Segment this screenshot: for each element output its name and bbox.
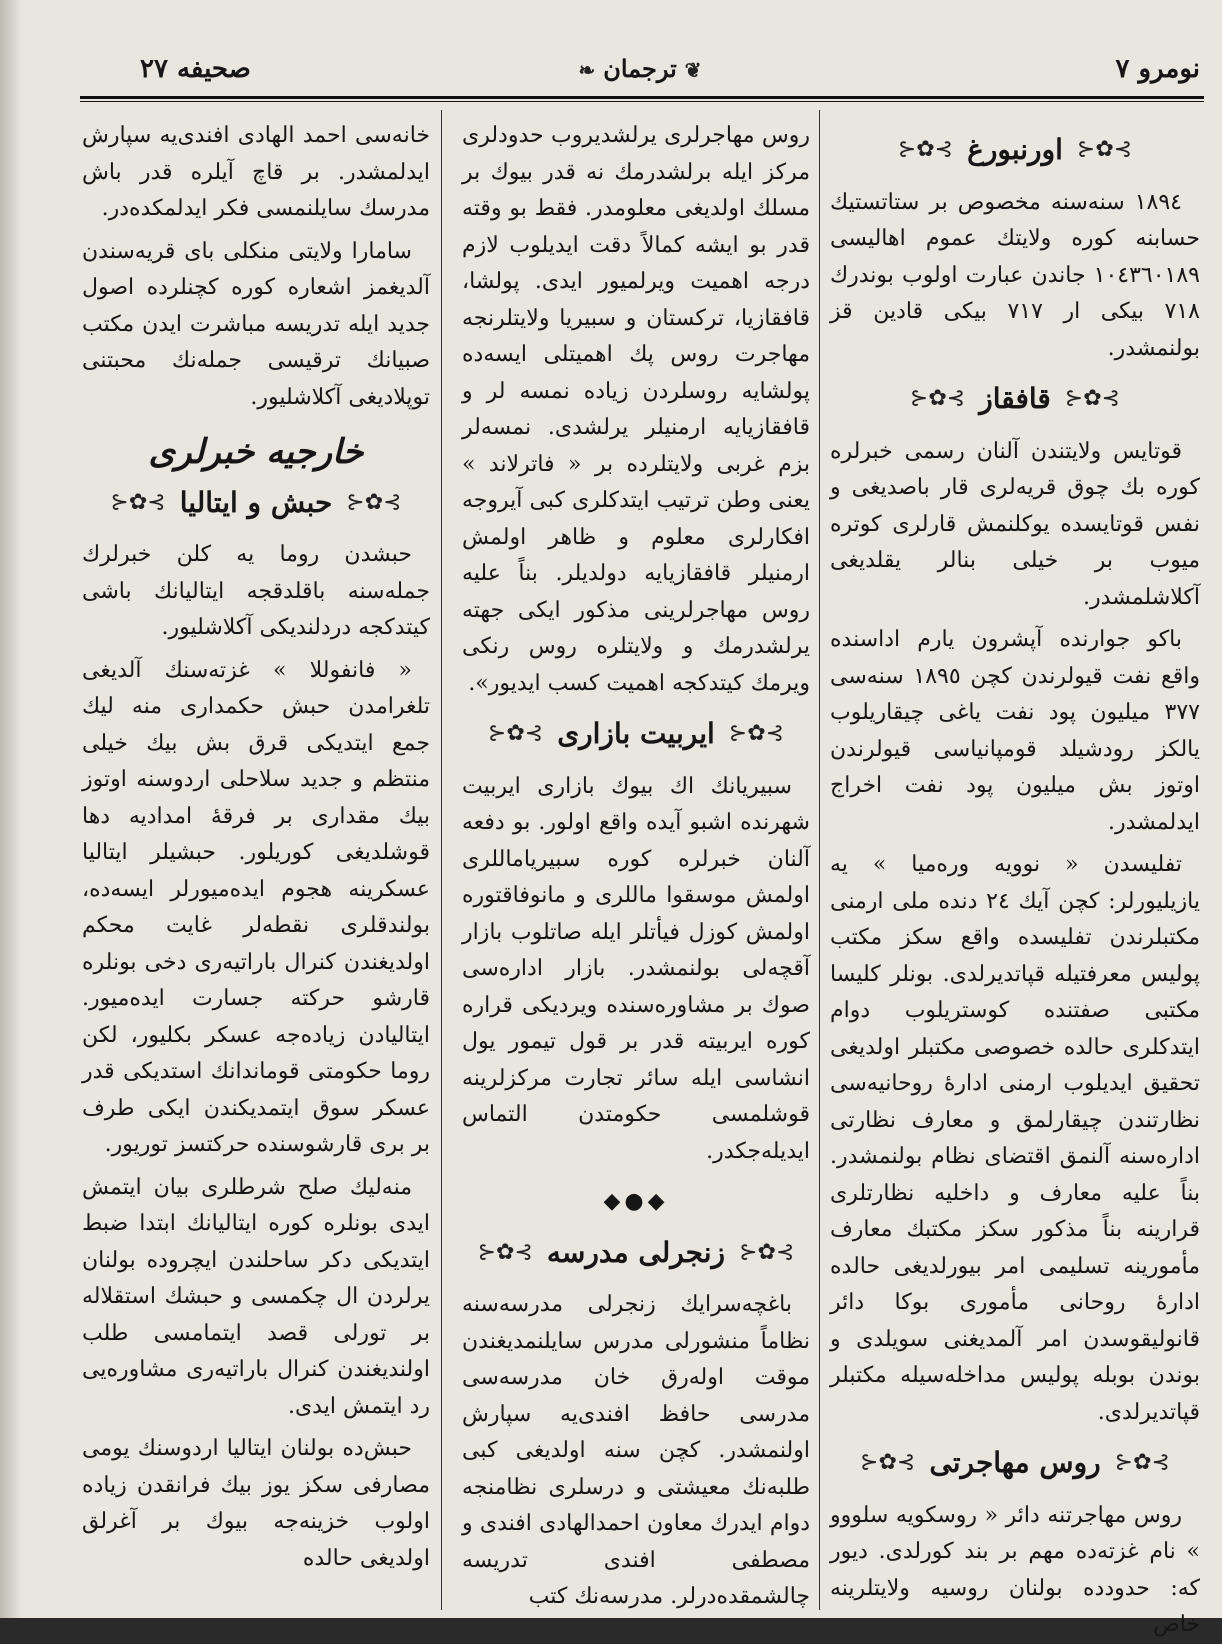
article-paragraph: روس مهاجرلرى يرلشديروب حدودلرى مركز ايله برلشدرمك نه قدر بيوك بر مسلك اولديغى معلومدر. فقط بو وقته قدر بو ايشه كمالاً دقت ايديلوب لازم درجه اهميت ويرلميور ايدى. پولشا، قافقازيا، تركستان و سبيريا ولايتلرنجه مهاجرت روس پك اهميتلى ايسه‌ده پولشايه روسلردن زياده نمسه لر و قافقازيايه ارمنيلر يرلشدى. نمسه‌لر بزم غربى ولايتلرده بر « فاترلاند » يعنى وطن ترتيب ايتدكلرى كبى آيروجه افكارلرى معلوم و ظاهر اولمش ارمنيلر قافقازيايه دولديلر. بناً عليه روس مهاجرلرينى مذكور ايكى جهته يرلشدرمك و ولايتلره روس رنكى ويرمك كيتدكجه اهميت كسب ايديور». [462,123,810,696]
newspaper-title [570,54,709,83]
page-edge-shadow [0,0,22,1618]
article-paragraph: خانه‌سى احمد الهادى افندى‌يه سپارش ايدلمشدر. بر قاچ آيلره قدر باش مدرسك سايلنمسى فكر ايدلمكده‌در. [82,123,430,221]
section-title: روس مهاجرتى [929,1446,1101,1479]
section-divider: ◆●◆ [603,1189,669,1214]
floral-ornament-icon: ⊱✿⊰ [487,721,544,746]
article-paragraph: باكو جوارنده آپشرون يارم اداسنده واقع نفت قيولرندن كچن ١٨٩٥ سنه‌سى ٣٧٧ ميليون پود نفت ياغى چيقاريلوب يالكز رودشيلد قومپانياسى قيولرندن اوتوز بش ميليون پود نفت اخراج ايدلمشدر. [830,627,1200,835]
floral-ornament-icon: ⊱✿⊰ [110,489,166,515]
column-left [82,118,430,1608]
article-paragraph: روس مهاجرتنه دائر « روسكويه سلووو » نام غزته‌ده مهم بر بند كورلدى. ديور كه: حدودده بولنان روسيه ولايتلرينه خاص [830,1502,1200,1637]
section-heading [82,485,430,522]
section-title: ايربيت بازارى [557,717,715,750]
article-paragraph: قوتايس ولايتندن آلنان رسمى خبرلره كوره بك چوق قريه‌لرى قار باصديغى و نفس قوتايسده يوكلنمش قارلرى كوتره ميوب بر خيلى بنالر يقلديغى آكلاشلمشدر. [830,438,1200,610]
article-paragraph: باغچه‌سرايك زنجرلى مدرسه‌سنه نظاماً منشورلى مدرس سايلنمديغندن موقت اوله‌رق خان مدرسه‌سى مدرسى حافظ افندى‌يه سپارش اولنمشدر. كچن سنه اولديغى كبى طلبه‌نك معيشتى و درسلرى نظامنجه دوام ايدرك معاون احمدالهادى افندى و مصطفى افندى تدريسه چالشمقده‌درلر. مدرسه‌نك كتب [462,1292,810,1609]
floral-ornament-icon: ⊱✿⊰ [909,386,966,411]
article-paragraph: « فانفوللا » غزته‌سنك آلديغى تلغرامدن حبش حكمدارى منه ليك جمع ايتديكى قرق بش بيك خيلى منتظم و جديد سلاحلى اردوسنه اوتوز بيك مقدارى بر فرقهٔ امداديه دها قوشلديغى كوريلور. حبشيلر ايتاليا عسكرينه هجوم ايده‌ميورلر ايسه‌ده، بولندقلرى نقطه‌لر غايت محكم اولديغندن كنرال باراتيه‌رى دخى بونلره قارشو حركته جسارت ايده‌ميور. ايتاليادن زياده‌جه عسكر بكليور، لكن روما حكومتى قوماندانك استديكى قدر عسكر سوق ايتمديكندن ايكى طرف بر برى قارشوسنده حركتسز توريور. [82,657,430,1157]
foreign-news-heading: خارجيه خبرلرى [148,432,364,472]
section-heading [462,1235,810,1272]
column-divider [819,110,820,1610]
section-heading [830,1445,1200,1482]
article-paragraph: منه‌ليك صلح شرطلرى بيان ايتمش ايدى بونلره كوره ايتاليانك ابتدا ضبط ايتديكى دكر ساحلندن ايچروده بولنان يرلردن ال چكمسى و حبشك استقلاله بر تورلى قصد ايتمامسى طلب اولنديغندن كنرال باراتيه‌رى مشاوره‌يى رد ايتمش ايدى. [82,1174,430,1419]
section-heading [462,716,810,753]
header-rule-thin [80,101,1204,102]
section-title: قافقاز [979,382,1051,415]
issue-number: نومرو ٧ [1115,54,1200,84]
section-title: زنجرلى مدرسه [546,1235,726,1269]
article-paragraph: حبش‌ده بولنان ايتاليا اردوسنك يومى مصارفى سكز يوز بيك فرانقدن زياده اولوب خزينه‌جه بيوك بر آغرلق اولديغى حالده [82,1436,430,1571]
article-paragraph: تفليسدن « نوويه وره‌ميا » يه يازيليورلر: كچن آيك ٢٤ دنده ملى ارمنى مكتبلرندن تفليسده واقع سكز مكتب پوليس معرفتيله قپاتديرلدى. بونلر كليسا مكتبى صفتنده كوستريلوب دوام ايتدكلرى حالده خصوصى مكتبلر اولديغى تحقيق ايديلوب ارمنى ادارهٔ روحانيه‌سى نظارتندن چيقارلمق و معارف نظارتى اداره‌سنه آلنمق اقتضاى نظام بولنمشدر. بناً عليه معارف و داخليه نظارتلرى قرارينه بناً مذكور سكز مكتبك معارف مأمورينه تسليمى امر بيورلديغى حالده ادارهٔ روحانى مأمورى بوكا دائر قانوليقوسدن امر آلمديغنى سويلدى و بوندن بوبله پوليس مداخله‌سيله مكتبلر قپاتديرلدى. [830,852,1200,1425]
floral-ornament-icon: ❧ [578,58,596,82]
floral-ornament-icon: ⊱✿⊰ [1076,137,1133,162]
floral-ornament-icon: ⊱✿⊰ [1114,1450,1170,1475]
masthead [80,46,1200,96]
floral-ornament-icon: ⊱✿⊰ [897,137,954,162]
article-paragraph: سبيريانك اك بيوك بازارى ايربيت شهرنده اشبو آيده واقع اولور. بو دفعه آلنان خبرلره كوره سبيرياماللرى اولمش موسقوا ماللرى و مانوفاقتوره اولمش كوزل فيأتلر ايله صاتلوب بازار آقچه‌لى بولنمشدر. بازار اداره‌سى صوك بر مشاوره‌سنده ويرديكى قراره كوره ايربيته قدر بر قول تيمور يول انشاسى ايله سائر تجارت مركزلرينه قوشلمسى حكومتدن التماس ايديله‌جكدر. [462,773,810,1164]
floral-ornament-icon: ⊱✿⊰ [860,1450,916,1475]
column-middle [462,118,810,1608]
floral-ornament-icon: ⊱✿⊰ [346,489,402,515]
page-number: صحيفه ٢٧ [140,54,251,84]
newspaper-title-text: ترجمان [603,54,677,83]
article-paragraph: سامارا ولايتى منكلى باى قريه‌سندن آلديغمز اشعاره كوره كچنلرده اصول جديد ايله تدريسه مباشرت ايدن مكتب صبيانك ترقيسى جمله‌نك محبتنى توپلاديغى آكلاشليور. [82,238,430,410]
section-title: حبش و ايتاليا [179,485,333,519]
floral-ornament-icon: ⊱✿⊰ [477,1239,533,1265]
floral-ornament-icon: ⊱✿⊰ [728,721,785,746]
floral-ornament-icon: ⊱✿⊰ [739,1239,795,1265]
section-heading [830,132,1200,169]
column-divider [441,110,442,1610]
floral-ornament-icon: ❦ [684,58,702,82]
floral-ornament-icon: ⊱✿⊰ [1064,386,1121,411]
article-paragraph: ١٨٩٤ سنه‌سنه مخصوص بر ستاتستيك حسابنه كوره ولايتك عموم اهاليسى ١٠٤٣٦٠١٨٩ جاندن عبارت اولوب بوندرك ٧١٨ بيكى ار ٧١٧ بيكى قادين قز بولنمشدر. [830,189,1200,361]
header-rule [80,96,1204,99]
column-right [830,118,1200,1637]
article-paragraph: حبشدن روما يه كلن خبرلرك جمله‌سنه باقلدقجه ايتاليانك باشى كيتدكجه دردلنديكى آكلاشليور. [82,542,430,640]
section-heading [830,381,1200,418]
section-title: اورنبورغ [967,133,1063,166]
